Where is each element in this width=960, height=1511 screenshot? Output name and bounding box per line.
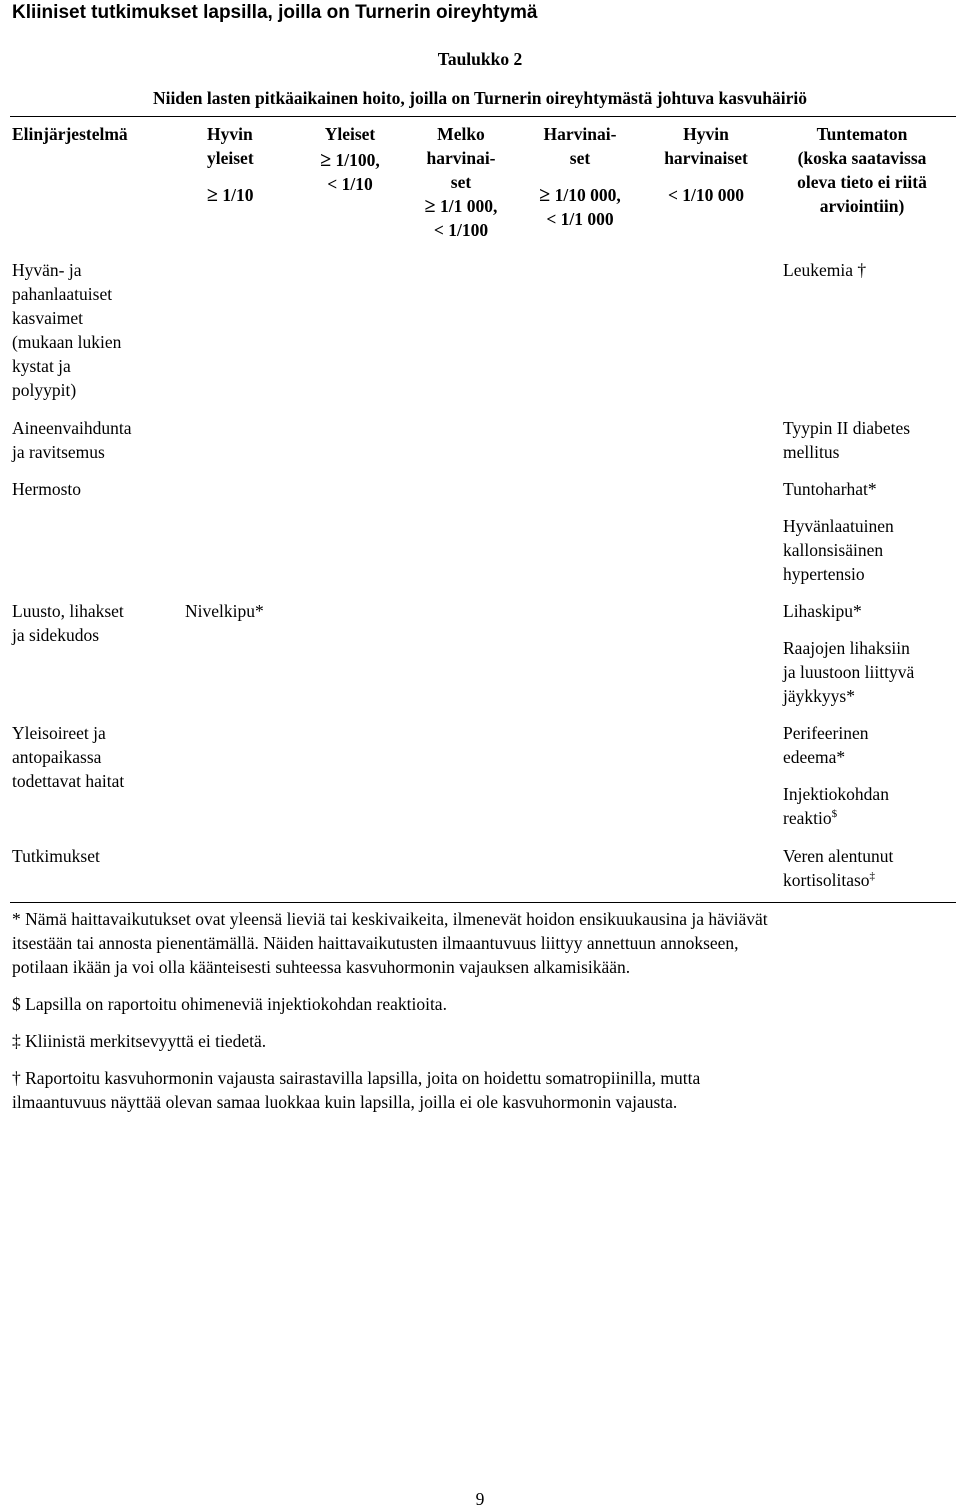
row-neoplasms-system: Hyvän- ja pahanlaatuiset kasvaimet (mukaan lukien kystat ja polyypit) (12, 260, 122, 400)
document-title: Kliiniset tutkimukset lapsilla, joilla on Turnerin oireyhtymä (12, 2, 538, 23)
header-very-common: Hyvin yleiset ≥ 1/10 (207, 124, 254, 206)
footnote-asterisk: * Nämä haittavaikutukset ovat yleensä lieviä tai keskivaikeita, ilmenevät hoidon ensikuukausina ja häviävät itsestään tai annosta pienentämällä. Näiden haittavaikutusten ilmaantuvuus liittyy annettuun annokseen, potilaan ikään ja voi olla käänteisesti suhteessa kasvuhormonin vajauksen alkamisikään. (12, 909, 768, 977)
header-common: Yleiset ≥ 1/100, < 1/10 (320, 124, 380, 194)
row-investigations-system: Tutkimukset (12, 846, 100, 866)
header-very-rare: Hyvin harvinaiset < 1/10 000 (664, 124, 748, 205)
geq-symbol: ≥ (207, 184, 218, 206)
footnote-double-dagger: ‡ Kliinistä merkitsevyyttä ei tiedetä. (12, 1031, 267, 1051)
header-system: Elinjärjestelmä (12, 124, 128, 144)
table-top-rule (10, 116, 956, 117)
row-general-unknown-2: Injektiokohdan reaktio$ (783, 784, 889, 828)
header-rare: Harvinai- set ≥ 1/10 000, < 1/1 000 (539, 124, 621, 229)
header-uncommon: Melko harvinai- set ≥ 1/1 000, < 1/100 (424, 124, 498, 240)
row-musculoskeletal-unknown-1: Lihaskipu* (783, 601, 862, 621)
row-musculoskeletal-very-common: Nivelkipu* (185, 601, 264, 621)
table-caption: Niiden lasten pitkäaikainen hoito, joilla on Turnerin oireyhtymästä johtuva kasvuhäiriö (152, 88, 808, 108)
geq-symbol: ≥ (424, 195, 436, 217)
geq-symbol: ≥ (539, 184, 551, 206)
row-metabolism-system: Aineenvaihdunta ja ravitsemus (12, 418, 132, 462)
row-metabolism-unknown: Tyypin II diabetes mellitus (783, 418, 911, 462)
row-nervous-system: Hermosto (12, 479, 82, 499)
dollar-mark: $ (831, 808, 838, 821)
page-number: 9 (475, 1489, 485, 1509)
row-nervous-unknown-1: Tuntoharhat* (783, 479, 877, 499)
dagger-mark: † (857, 260, 867, 280)
row-neoplasms-unknown: Leukemia † (783, 260, 867, 280)
table-number: Taulukko 2 (437, 49, 523, 69)
footnote-dollar: $ Lapsilla on raportoitu ohimeneviä injektiokohdan reaktioita. (12, 994, 447, 1014)
row-investigations-unknown: Veren alentunut kortisolitaso‡ (783, 846, 894, 890)
footnote-dagger: † Raportoitu kasvuhormonin vajausta sairastavilla lapsilla, joita on hoidettu somatropiinilla, mutta ilmaantuvuus näyttää olevan samaa luokkaa kuin lapsilla, joilla ei ole kasvuhormonin vajausta. (12, 1068, 701, 1112)
geq-symbol: ≥ (320, 149, 332, 171)
row-musculoskeletal-unknown-2: Raajojen lihaksiin ja luustoon liittyvä jäykkyys* (783, 638, 915, 706)
double-dagger-mark: ‡ (869, 870, 876, 883)
row-nervous-unknown-2: Hyvänlaatuinen kallonsisäinen hypertensio (783, 516, 894, 584)
row-general-system: Yleisoireet ja antopaikassa todettavat haitat (12, 723, 125, 791)
table-bottom-rule (10, 902, 956, 903)
row-musculoskeletal-system: Luusto, lihakset ja sidekudos (12, 601, 124, 645)
header-unknown: Tuntematon (koska saatavissa oleva tieto ei riitä arviointiin) (797, 124, 927, 216)
row-general-unknown-1: Perifeerinen edeema* (783, 723, 869, 767)
